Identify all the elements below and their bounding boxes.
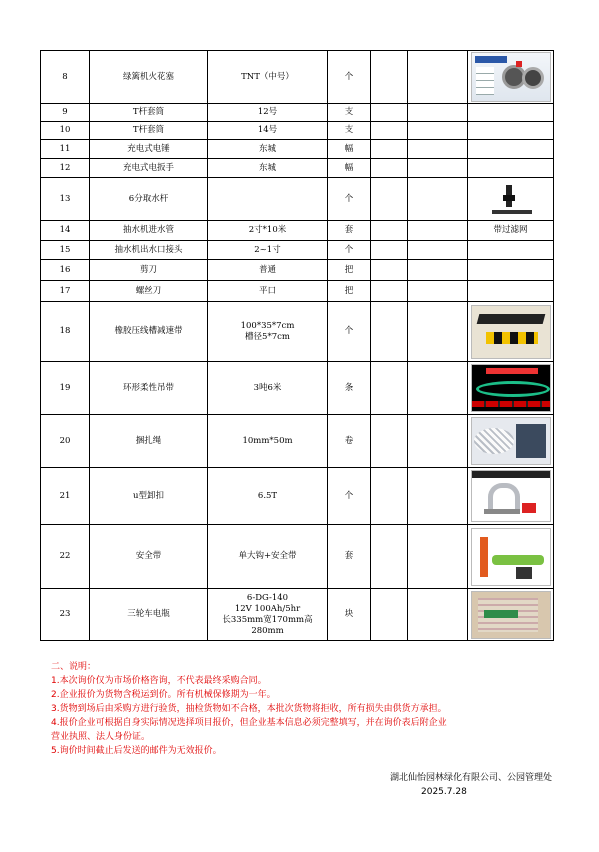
row-number: 16 (41, 260, 90, 281)
item-spec: 普通 (208, 260, 328, 281)
item-name: 环形柔性吊带 (90, 362, 208, 415)
water-rod-photo (472, 181, 550, 217)
quantity-cell (371, 241, 408, 260)
note-cell (468, 122, 554, 140)
quantity-cell (371, 525, 408, 589)
item-unit: 个 (328, 51, 371, 104)
item-spec (208, 302, 328, 362)
spec-line: 100*35*7cm (240, 320, 295, 331)
price-cell (408, 468, 468, 525)
row-number: 10 (41, 122, 90, 140)
product-image-cell (468, 525, 554, 589)
item-unit: 支 (328, 104, 371, 122)
item-unit: 个 (328, 302, 371, 362)
item-spec (208, 589, 328, 641)
table-row (41, 302, 554, 362)
item-name: 抽水机进水管 (90, 221, 208, 241)
quantity-cell (371, 302, 408, 362)
price-cell (408, 178, 468, 221)
item-name: T杆套筒 (90, 104, 208, 122)
price-cell (408, 140, 468, 159)
note-cell: 带过滤网 (468, 221, 554, 241)
item-name: u型卸扣 (90, 468, 208, 525)
item-name: 6分取水杆 (90, 178, 208, 221)
note-item: 4.报价企业可根据自身实际情况选择项目报价，但企业基本信息必须完整填写，并在询价表后附企业 (51, 718, 447, 728)
table-row (41, 51, 554, 104)
spec-line: 6-DG-140 (246, 592, 289, 603)
table-row (41, 260, 554, 281)
signature-org: 湖北仙怡园林绿化有限公司、公园管理处 (389, 773, 552, 783)
table-row (41, 281, 554, 302)
note-cell (468, 140, 554, 159)
note-cell (468, 159, 554, 178)
product-image-cell (468, 468, 554, 525)
table-row (41, 159, 554, 178)
row-number: 11 (41, 140, 90, 159)
item-spec: 平口 (208, 281, 328, 302)
table-row (41, 122, 554, 140)
note-cell (468, 260, 554, 281)
speed-bump-photo (471, 305, 551, 359)
item-unit: 套 (328, 525, 371, 589)
price-cell (408, 260, 468, 281)
item-spec: 6.5T (208, 468, 328, 525)
battery-photo (471, 591, 551, 639)
quantity-cell (371, 178, 408, 221)
price-cell (408, 221, 468, 241)
item-spec: 2寸*10米 (208, 221, 328, 241)
table-row (41, 178, 554, 221)
item-unit: 把 (328, 260, 371, 281)
price-inquiry-table (40, 50, 554, 641)
price-cell (408, 302, 468, 362)
item-unit: 个 (328, 468, 371, 525)
table-row (41, 415, 554, 468)
item-name: 安全带 (90, 525, 208, 589)
price-cell (408, 241, 468, 260)
signature-date: 2025.7.28 (421, 787, 467, 797)
row-number: 21 (41, 468, 90, 525)
quantity-cell (371, 281, 408, 302)
item-unit: 把 (328, 281, 371, 302)
quantity-cell (371, 362, 408, 415)
table-row (41, 362, 554, 415)
item-unit: 支 (328, 122, 371, 140)
item-name: 充电式电锤 (90, 140, 208, 159)
price-cell (408, 122, 468, 140)
product-image-cell (468, 362, 554, 415)
item-name: 橡胶压线槽减速带 (90, 302, 208, 362)
item-name: 捆扎绳 (90, 415, 208, 468)
quantity-cell (371, 260, 408, 281)
item-spec: 14号 (208, 122, 328, 140)
item-name: 绿篱机火花塞 (90, 51, 208, 104)
table-row (41, 140, 554, 159)
quantity-cell (371, 104, 408, 122)
table-row (41, 104, 554, 122)
spec-line: 12V 100Ah/5hr (234, 603, 301, 614)
item-unit: 块 (328, 589, 371, 641)
row-number: 8 (41, 51, 90, 104)
row-number: 19 (41, 362, 90, 415)
price-cell (408, 51, 468, 104)
item-name: 充电式电扳手 (90, 159, 208, 178)
note-item: 营业执照、法人身份证。 (51, 732, 151, 742)
row-number: 23 (41, 589, 90, 641)
price-cell (408, 104, 468, 122)
item-unit: 个 (328, 241, 371, 260)
note-item: 5.询价时间截止后发送的邮件为无效报价。 (51, 746, 222, 756)
item-unit: 个 (328, 178, 371, 221)
item-unit: 套 (328, 221, 371, 241)
price-cell (408, 415, 468, 468)
item-spec: 2~1寸 (208, 241, 328, 260)
quantity-cell (371, 415, 408, 468)
item-unit: 幅 (328, 140, 371, 159)
table-row (41, 241, 554, 260)
spec-line: 槽径5*7cm (245, 331, 290, 342)
price-cell (408, 589, 468, 641)
item-spec: 东城 (208, 159, 328, 178)
item-unit: 条 (328, 362, 371, 415)
item-name: T杆套筒 (90, 122, 208, 140)
product-image-cell (468, 302, 554, 362)
price-cell (408, 525, 468, 589)
product-image-cell (468, 178, 554, 221)
spark-plug-photo (471, 52, 551, 102)
item-unit: 卷 (328, 415, 371, 468)
note-cell (468, 241, 554, 260)
quantity-cell (371, 159, 408, 178)
notes-section (51, 660, 571, 758)
item-name: 抽水机出水口接头 (90, 241, 208, 260)
row-number: 18 (41, 302, 90, 362)
row-number: 22 (41, 525, 90, 589)
row-number: 12 (41, 159, 90, 178)
safety-harness-photo (471, 528, 551, 586)
row-number: 15 (41, 241, 90, 260)
table-row (41, 589, 554, 641)
price-cell (408, 281, 468, 302)
row-number: 13 (41, 178, 90, 221)
item-unit: 幅 (328, 159, 371, 178)
note-item: 2.企业报价为货物含税运到价。所有机械保修期为一年。 (51, 690, 276, 700)
item-spec: 东城 (208, 140, 328, 159)
row-number: 20 (41, 415, 90, 468)
item-spec: TNT（中号） (208, 51, 328, 104)
product-image-cell (468, 589, 554, 641)
note-item: 1.本次询价仅为市场价格咨询，不代表最终采购合同。 (51, 676, 267, 686)
item-spec: 12号 (208, 104, 328, 122)
table-row (41, 221, 554, 241)
notes-heading: 二、说明： (51, 662, 97, 672)
item-spec: 10mm*50m (208, 415, 328, 468)
row-number: 9 (41, 104, 90, 122)
spec-line: 长335mm宽170mm高280mm (222, 614, 313, 636)
item-name: 螺丝刀 (90, 281, 208, 302)
quantity-cell (371, 589, 408, 641)
note-cell (468, 281, 554, 302)
product-image-cell (468, 51, 554, 104)
product-image-cell (468, 415, 554, 468)
item-name: 三轮车电瓶 (90, 589, 208, 641)
item-name: 剪刀 (90, 260, 208, 281)
row-number: 17 (41, 281, 90, 302)
quantity-cell (371, 140, 408, 159)
quantity-cell (371, 468, 408, 525)
quantity-cell (371, 221, 408, 241)
item-spec (208, 178, 328, 221)
item-spec: 3吨6米 (208, 362, 328, 415)
row-number: 14 (41, 221, 90, 241)
sling-photo (471, 364, 551, 412)
note-item: 3.货物到场后由采购方进行验货，抽检货物如不合格，本批次货物将拒收，所有损失由供货方承担。 (51, 704, 447, 714)
table-row (41, 468, 554, 525)
shackle-photo (471, 470, 551, 522)
price-cell (408, 362, 468, 415)
price-cell (408, 159, 468, 178)
quantity-cell (371, 122, 408, 140)
rope-photo (471, 417, 551, 465)
table-row (41, 525, 554, 589)
item-spec: 单大钩+安全带 (208, 525, 328, 589)
note-cell (468, 104, 554, 122)
quantity-cell (371, 51, 408, 104)
